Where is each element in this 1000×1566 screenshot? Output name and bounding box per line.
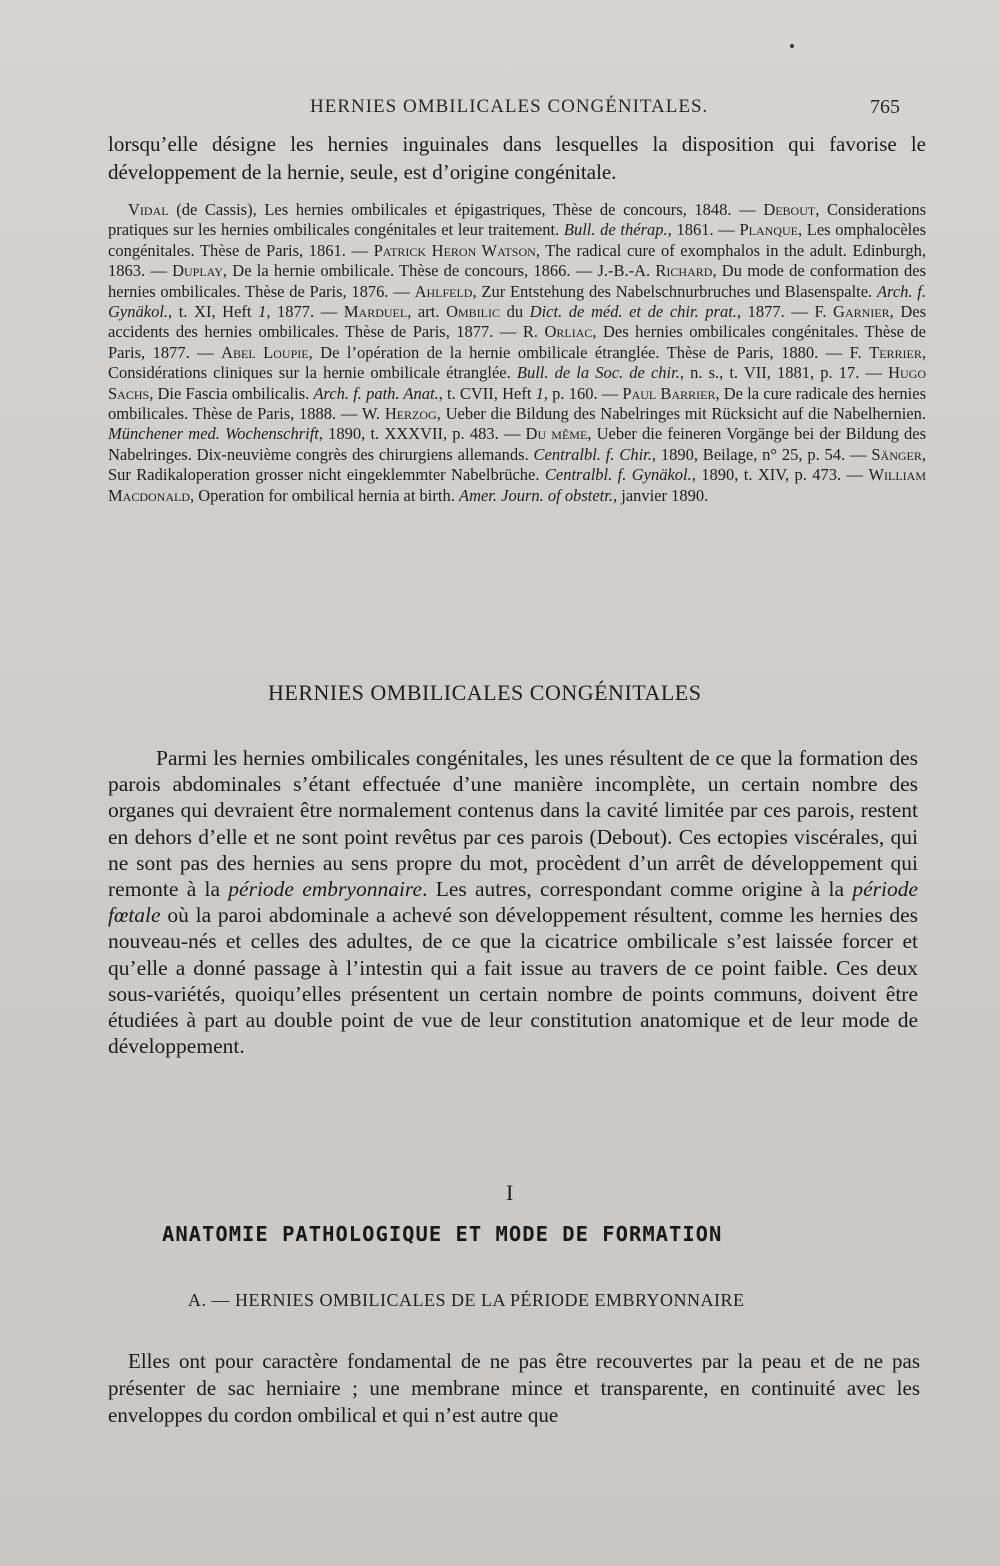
citation-text: , 1890, t. XIV, p. 473. — [691,465,869,485]
author-name: Planque [739,220,798,240]
author-name: Marduel [343,302,408,322]
author-name: Richard [655,261,713,281]
journal-title: Arch. f. path. Anat. [313,383,439,403]
article-title: Ombilic [446,302,500,322]
citation-text: du [499,302,530,322]
journal-title: Münchener med. Wochenschrift [108,424,319,444]
author-name: Hugo Sachs [108,363,926,403]
journal-title: Bull. de la Soc. de chir. [516,363,680,383]
author-name: Paul Barrier [622,383,716,403]
citation-text: , Des accidents des hernies ombilicales. Thèse de Paris, 1877. — R. [108,302,927,342]
author-name: Vidal [128,200,169,219]
author-name: Orliac [544,322,593,342]
closing-paragraph: Elles ont pour caractère fondamental de ne pas être recouvertes par la peau et de ne pas présenter de sac herniaire ; une membrane mince et transparente, en continuité avec les enveloppes du cordon ombilical et qui n’est autre que [108,1349,920,1427]
author-name: Abel Loupie [221,342,309,362]
citation-text: , 1877. — [266,302,344,322]
issue-number: 1 [258,302,267,322]
citation-text: , Operation for ombilical hernia at birth. [190,485,459,505]
citation-text: , Ueber die Bildung des Nabelringes mit Rücksicht auf die Nabelhernien. [436,404,927,424]
journal-title: Arch. f. Gynäkol. [108,281,927,322]
body-text-segment: où la paroi abdominale a achevé son développement résultent, comme les hernies des nouveau-nés et celles des adultes, de ce que la cicatrice ombilicale s’est laissée forcer et qu’elle a donné passage à l’intestin qui a fait issue au travers de ce point faible. Ces deux sous-variétés, quoiqu’elles présentent un certain nombre de points communs, doivent être étudiées à part au double point de vue de leur constitution anatomique et de leur mode de développement. [108,903,918,1059]
journal-title: Amer. Journ. of obstetr. [458,485,613,505]
author-name: Garnier [833,302,890,322]
bibliography-paragraph [108,200,926,506]
author-name: Ahlfeld [414,281,473,301]
citation-text: , janvier 1890. [612,485,709,505]
author-name: Duplay [172,261,223,281]
citation-text: , De la cure radicale des hernies ombilicales. Thèse de Paris, 1888. — W. [108,383,927,424]
citation-text: , De la hernie ombilicale. Thèse de concours, 1866. — J.-B.-A. [222,261,656,281]
chapter-title: ANATOMIE PATHOLOGIQUE ET MODE DE FORMATION [162,1222,723,1246]
section-title: HERNIES OMBILICALES CONGÉNITALES [268,680,702,705]
citation-text: , 1890, Beilage, n° 25, p. 54. — [651,444,872,464]
citation-text: (de Cassis), Les hernies ombilicales et épigastriques, Thèse de concours, 1848. — [168,200,764,219]
citation-text: , n. s., t. VII, 1881, p. 17. — [679,363,889,383]
author-name: Terrier [869,342,922,362]
journal-title: Dict. de méd. et de chir. prat. [529,302,737,322]
body-paragraph [108,745,918,1059]
ink-speck [790,44,794,48]
citation-text: , 1861. — [667,220,740,240]
author-name: Debout [763,200,816,219]
citation-text: , t. XI, Heft [168,302,259,322]
page-number: 765 [870,96,900,118]
body-text-segment: Parmi les hernies ombilicales congénitales, les unes résultent de ce que la formation des parois abdominales s’étant effectuée d’une manière incomplète, un certain nombre des organes qui devraient être normalement contenus dans la cavité limitée par ces parois, restent en dehors d’elle et ne sont point revêtus par ces parois (Debout). Ces ectopies viscérales, qui ne sont pas des hernies au sens propre du mot, procèdent d’un arrêt de développement qui remonte à la [108,746,918,902]
citation-text: , 1890, t. XXXVII, p. 483. — [318,424,526,444]
citation-text: , t. CVII, Heft [438,383,536,403]
citation-text: , Des hernies ombilicales congénitales. Thèse de Paris, 1877. — [108,322,926,362]
citation-text: , Zur Entstehung des Nabelschnurbruches und Blasenspalte. [472,281,877,301]
emphasis-text: période fœtale [108,877,918,928]
citation-text: , Die Fascia ombilicalis. [149,383,314,403]
citation-text: , Les omphalocèles congénitales. Thèse de Paris, 1861. — [108,220,927,260]
issue-number: 1 [535,383,544,403]
journal-title: Centralbl. f. Chir. [533,444,652,464]
citation-text: , The radical cure of exomphalos in the adult. Edinburgh, 1863. — [108,240,926,281]
citation-text: , Considerations pratiques sur les hernies ombilicales congénitales et leur traitement. [108,200,926,240]
citation-text: , Sur Radikaloperation grosser nicht eingeklemmter Nabelbrüche. [108,444,926,485]
author-name: Sänger [871,444,922,464]
citation-text: , Ueber die feineren Vorgänge bei der Bildung des Nabelringes. Dix-neuvième congrès des chirurgiens allemands. [108,424,926,464]
journal-title: Bull. de thérap. [563,220,668,240]
citation-text: , Du mode de conformation des hernies ombilicales. Thèse de Paris, 1876. — [108,261,926,301]
citation-text: , De l’opération de la hernie ombilicale étranglée. Thèse de Paris, 1880. — F. [308,342,870,362]
citation-text: , p. 160. — [543,383,623,403]
citation-text: , 1877. — F. [736,302,834,322]
author-name: Herzog [384,404,437,424]
author-name: Patrick Heron Watson [373,240,536,260]
subsection-title: A. — HERNIES OMBILICALES DE LA PÉRIODE EMBRYONNAIRE [188,1290,745,1310]
author-name: William Macdonald [108,465,926,505]
citation-text: , art. [407,302,447,322]
body-text-segment: . Les autres, correspondant comme origine à la [422,877,853,902]
citation-text: , Considérations cliniques sur la hernie ombilicale étranglée. [108,342,926,383]
chapter-numeral: I [506,1180,514,1205]
journal-title: Centralbl. f. Gynäkol. [544,465,692,485]
emphasis-text: période embryonnaire [228,877,423,902]
running-head: HERNIES OMBILICALES CONGÉNITALES. [310,96,709,117]
intro-paragraph: lorsqu’elle désigne les hernies inguinales dans lesquelles la disposition qui favorise le développement de la hernie, seule, est d’origine congénitale. [108,132,926,184]
author-name: Du même [525,424,588,444]
